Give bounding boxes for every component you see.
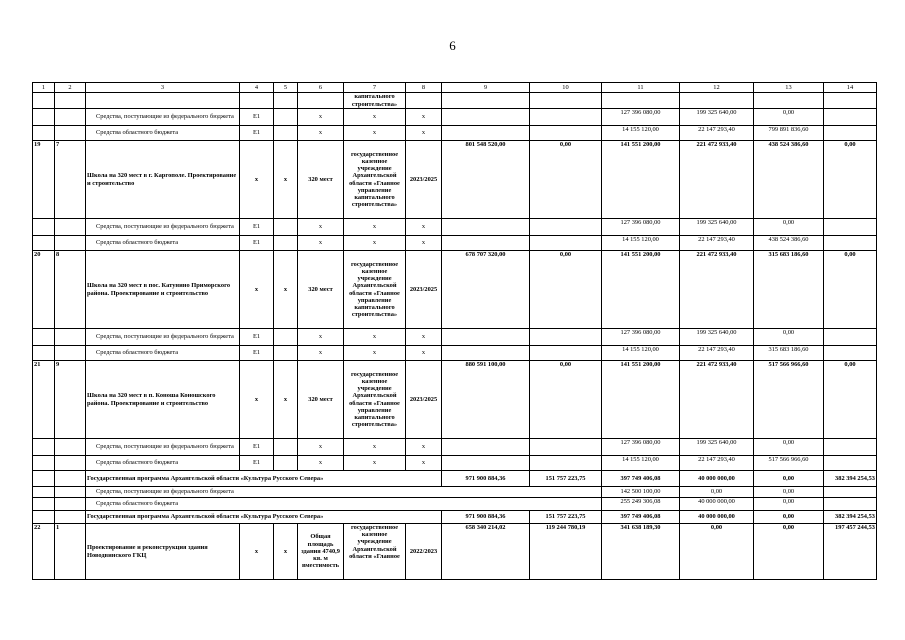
object-row (33, 361, 877, 439)
customer-cell: государственное казенное учреждение Архангельской области «Главное управление капитального строительства» (344, 251, 406, 329)
capacity-cell: 320 мест (298, 361, 344, 439)
col-header: 13 (754, 83, 824, 93)
amount-cell: 151 757 223,75 (530, 471, 602, 487)
funding-label: Средства, поступающие из федерального бюджета (86, 487, 602, 498)
x-cell: х (298, 439, 344, 456)
amount-cell: 0,00 (754, 511, 824, 524)
code-cell: Е1 (240, 346, 274, 361)
amount-cell: 517 566 966,60 (754, 456, 824, 471)
x-cell: х (344, 219, 406, 236)
col-header: 5 (274, 83, 298, 93)
amount-cell: 141 551 200,00 (602, 251, 680, 329)
x-cell: х (406, 219, 442, 236)
x-cell: х (406, 346, 442, 361)
code-cell: Е1 (240, 456, 274, 471)
funding-label: Средства, поступающие из федерального бюджета (86, 329, 240, 346)
col-header: 14 (824, 83, 877, 93)
funding-label: Средства областного бюджета (86, 456, 240, 471)
amount-cell: 199 325 640,00 (680, 439, 754, 456)
amount-cell: 14 155 120,00 (602, 126, 680, 141)
col-header: 4 (240, 83, 274, 93)
amount-cell: 142 500 100,00 (602, 487, 680, 498)
years-cell: 2023/2025 (406, 361, 442, 439)
amount-cell: 151 757 223,75 (530, 511, 602, 524)
x-cell: х (344, 346, 406, 361)
amount-cell: 0,00 (754, 487, 824, 498)
row-number: 19 (33, 141, 55, 219)
col-header: 1 (33, 83, 55, 93)
amount-cell: 971 900 884,36 (442, 511, 530, 524)
amount-cell: 14 155 120,00 (602, 456, 680, 471)
amount-cell: 40 000 000,00 (680, 511, 754, 524)
funding-row-federal (33, 219, 877, 236)
amount-cell: 315 683 186,60 (754, 346, 824, 361)
amount-cell: 438 524 386,60 (754, 236, 824, 251)
x-cell: х (298, 456, 344, 471)
amount-cell: 14 155 120,00 (602, 346, 680, 361)
sub-number: 9 (55, 361, 86, 439)
x-cell: х (298, 126, 344, 141)
object-row (33, 251, 877, 329)
page-number: 6 (449, 38, 456, 53)
funding-label: Средства, поступающие из федерального бюджета (86, 219, 240, 236)
funding-row-federal (33, 439, 877, 456)
object-name: Школа на 320 мест в г. Каргополе. Проектирование и строительство (86, 141, 240, 219)
amount-cell: 127 396 080,00 (602, 439, 680, 456)
x-cell: х (298, 236, 344, 251)
capacity-cell: Общая площадь здания 4740,9 кв. м вместимость (298, 524, 344, 580)
amount-cell: 22 147 293,40 (680, 236, 754, 251)
amount-cell: 221 472 933,40 (680, 251, 754, 329)
amount-cell: 0,00 (754, 109, 824, 126)
amount-cell: 0,00 (824, 141, 877, 219)
code-cell: Е1 (240, 126, 274, 141)
amount-cell: 517 566 966,60 (754, 361, 824, 439)
amount-cell: 255 249 306,08 (602, 498, 680, 511)
col-header: 8 (406, 83, 442, 93)
code-cell: Е1 (240, 236, 274, 251)
program-total-row (33, 511, 877, 524)
column-number-row (33, 83, 877, 93)
amount-cell: 382 394 254,53 (824, 511, 877, 524)
amount-cell: 0,00 (754, 524, 824, 580)
amount-cell: 397 749 406,08 (602, 511, 680, 524)
sub-number: 8 (55, 251, 86, 329)
x-cell: х (298, 329, 344, 346)
code-cell: Е1 (240, 329, 274, 346)
investment-table (32, 82, 877, 580)
amount-cell: 0,00 (680, 487, 754, 498)
amount-cell: 801 548 520,00 (442, 141, 530, 219)
col-header: 9 (442, 83, 530, 93)
code-cell: Е1 (240, 109, 274, 126)
object-row (33, 141, 877, 219)
program-funding-regional (33, 498, 877, 511)
object-row (33, 524, 877, 580)
amount-cell: 199 325 640,00 (680, 219, 754, 236)
funding-row-federal (33, 109, 877, 126)
amount-cell: 0,00 (754, 439, 824, 456)
x-cell: х (344, 456, 406, 471)
amount-cell: 22 147 293,40 (680, 346, 754, 361)
capacity-cell: 320 мест (298, 251, 344, 329)
continuation-row (33, 93, 877, 109)
amount-cell: 141 551 200,00 (602, 141, 680, 219)
amount-cell: 40 000 000,00 (680, 471, 754, 487)
col-header: 10 (530, 83, 602, 93)
row-number: 21 (33, 361, 55, 439)
col-header: 7 (344, 83, 406, 93)
x-cell: х (406, 439, 442, 456)
x-cell: х (344, 329, 406, 346)
amount-cell: 799 891 836,60 (754, 126, 824, 141)
amount-cell: 397 749 406,08 (602, 471, 680, 487)
funding-row-federal (33, 329, 877, 346)
amount-cell: 0,00 (824, 251, 877, 329)
years-cell: 2023/2025 (406, 141, 442, 219)
funding-row-regional (33, 346, 877, 361)
x-cell: х (240, 251, 274, 329)
amount-cell: 0,00 (824, 361, 877, 439)
amount-cell: 221 472 933,40 (680, 361, 754, 439)
amount-cell: 880 591 100,00 (442, 361, 530, 439)
funding-label: Средства областного бюджета (86, 498, 602, 511)
x-cell: х (274, 361, 298, 439)
x-cell: х (344, 126, 406, 141)
col-header: 12 (680, 83, 754, 93)
x-cell: х (274, 524, 298, 580)
amount-cell: 127 396 080,00 (602, 109, 680, 126)
funding-label: Средства, поступающие из федерального бюджета (86, 439, 240, 456)
object-name: Проектирование и реконструкция здания Новодвинского ГКЦ (86, 524, 240, 580)
sub-number: 7 (55, 141, 86, 219)
program-title: Государственная программа Архангельской области «Культура Русского Севера» (86, 471, 442, 487)
col-header: 2 (55, 83, 86, 93)
amount-cell: 0,00 (754, 498, 824, 511)
code-cell: Е1 (240, 219, 274, 236)
amount-cell: 0,00 (530, 361, 602, 439)
amount-cell: 971 900 884,36 (442, 471, 530, 487)
x-cell: х (240, 141, 274, 219)
amount-cell: 341 638 189,30 (602, 524, 680, 580)
x-cell: х (298, 109, 344, 126)
code-cell: Е1 (240, 439, 274, 456)
amount-cell: 0,00 (530, 141, 602, 219)
funding-label: Средства областного бюджета (86, 126, 240, 141)
x-cell: х (406, 126, 442, 141)
object-name: Школа на 320 мест в пос. Катунино Приморского района. Проектирование и строительство (86, 251, 240, 329)
amount-cell: 382 394 254,53 (824, 471, 877, 487)
amount-cell: 119 244 780,19 (530, 524, 602, 580)
x-cell: х (344, 109, 406, 126)
row-number: 22 (33, 524, 55, 580)
amount-cell: 438 524 386,60 (754, 141, 824, 219)
x-cell: х (274, 141, 298, 219)
col-header: 3 (86, 83, 240, 93)
x-cell: х (344, 236, 406, 251)
amount-cell: 0,00 (754, 329, 824, 346)
x-cell: х (406, 329, 442, 346)
col-header: 6 (298, 83, 344, 93)
amount-cell: 22 147 293,40 (680, 126, 754, 141)
funding-label: Средства областного бюджета (86, 346, 240, 361)
program-title: Государственная программа Архангельской области «Культура Русского Севера» (86, 511, 442, 524)
x-cell: х (240, 361, 274, 439)
x-cell: х (240, 524, 274, 580)
x-cell: х (406, 456, 442, 471)
amount-cell: 22 147 293,40 (680, 456, 754, 471)
row-number: 20 (33, 251, 55, 329)
amount-cell: 40 000 000,00 (680, 498, 754, 511)
funding-label: Средства областного бюджета (86, 236, 240, 251)
amount-cell: 658 340 214,02 (442, 524, 530, 580)
amount-cell: 127 396 080,00 (602, 219, 680, 236)
amount-cell: 0,00 (530, 251, 602, 329)
program-total-row (33, 471, 877, 487)
x-cell: х (406, 109, 442, 126)
amount-cell: 678 707 320,00 (442, 251, 530, 329)
customer-cell: капитального строительства» (344, 93, 406, 109)
amount-cell: 0,00 (754, 219, 824, 236)
amount-cell: 221 472 933,40 (680, 141, 754, 219)
capacity-cell: 320 мест (298, 141, 344, 219)
amount-cell: 197 457 244,53 (824, 524, 877, 580)
amount-cell: 127 396 080,00 (602, 329, 680, 346)
funding-row-regional (33, 236, 877, 251)
customer-cell: государственное казенное учреждение Архангельской области «Главное управление капитального строительства» (344, 141, 406, 219)
customer-cell: государственное казенное учреждение Архангельской области «Главное (344, 524, 406, 580)
x-cell: х (344, 439, 406, 456)
amount-cell: 0,00 (754, 471, 824, 487)
x-cell: х (298, 346, 344, 361)
col-header: 11 (602, 83, 680, 93)
x-cell: х (274, 251, 298, 329)
amount-cell: 315 683 186,60 (754, 251, 824, 329)
amount-cell: 199 325 640,00 (680, 329, 754, 346)
amount-cell: 0,00 (680, 524, 754, 580)
x-cell: х (298, 219, 344, 236)
object-name: Школа на 320 мест в п. Коноша Коношского района. Проектирование и строительство (86, 361, 240, 439)
years-cell: 2022/2023 (406, 524, 442, 580)
program-funding-federal (33, 487, 877, 498)
amount-cell: 14 155 120,00 (602, 236, 680, 251)
x-cell: х (406, 236, 442, 251)
years-cell: 2023/2025 (406, 251, 442, 329)
customer-cell: государственное казенное учреждение Архангельской области «Главное управление капитального строительства» (344, 361, 406, 439)
funding-label: Средства, поступающие из федерального бюджета (86, 109, 240, 126)
amount-cell: 199 325 640,00 (680, 109, 754, 126)
funding-row-regional (33, 126, 877, 141)
amount-cell: 141 551 200,00 (602, 361, 680, 439)
funding-row-regional (33, 456, 877, 471)
sub-number: 1 (55, 524, 86, 580)
